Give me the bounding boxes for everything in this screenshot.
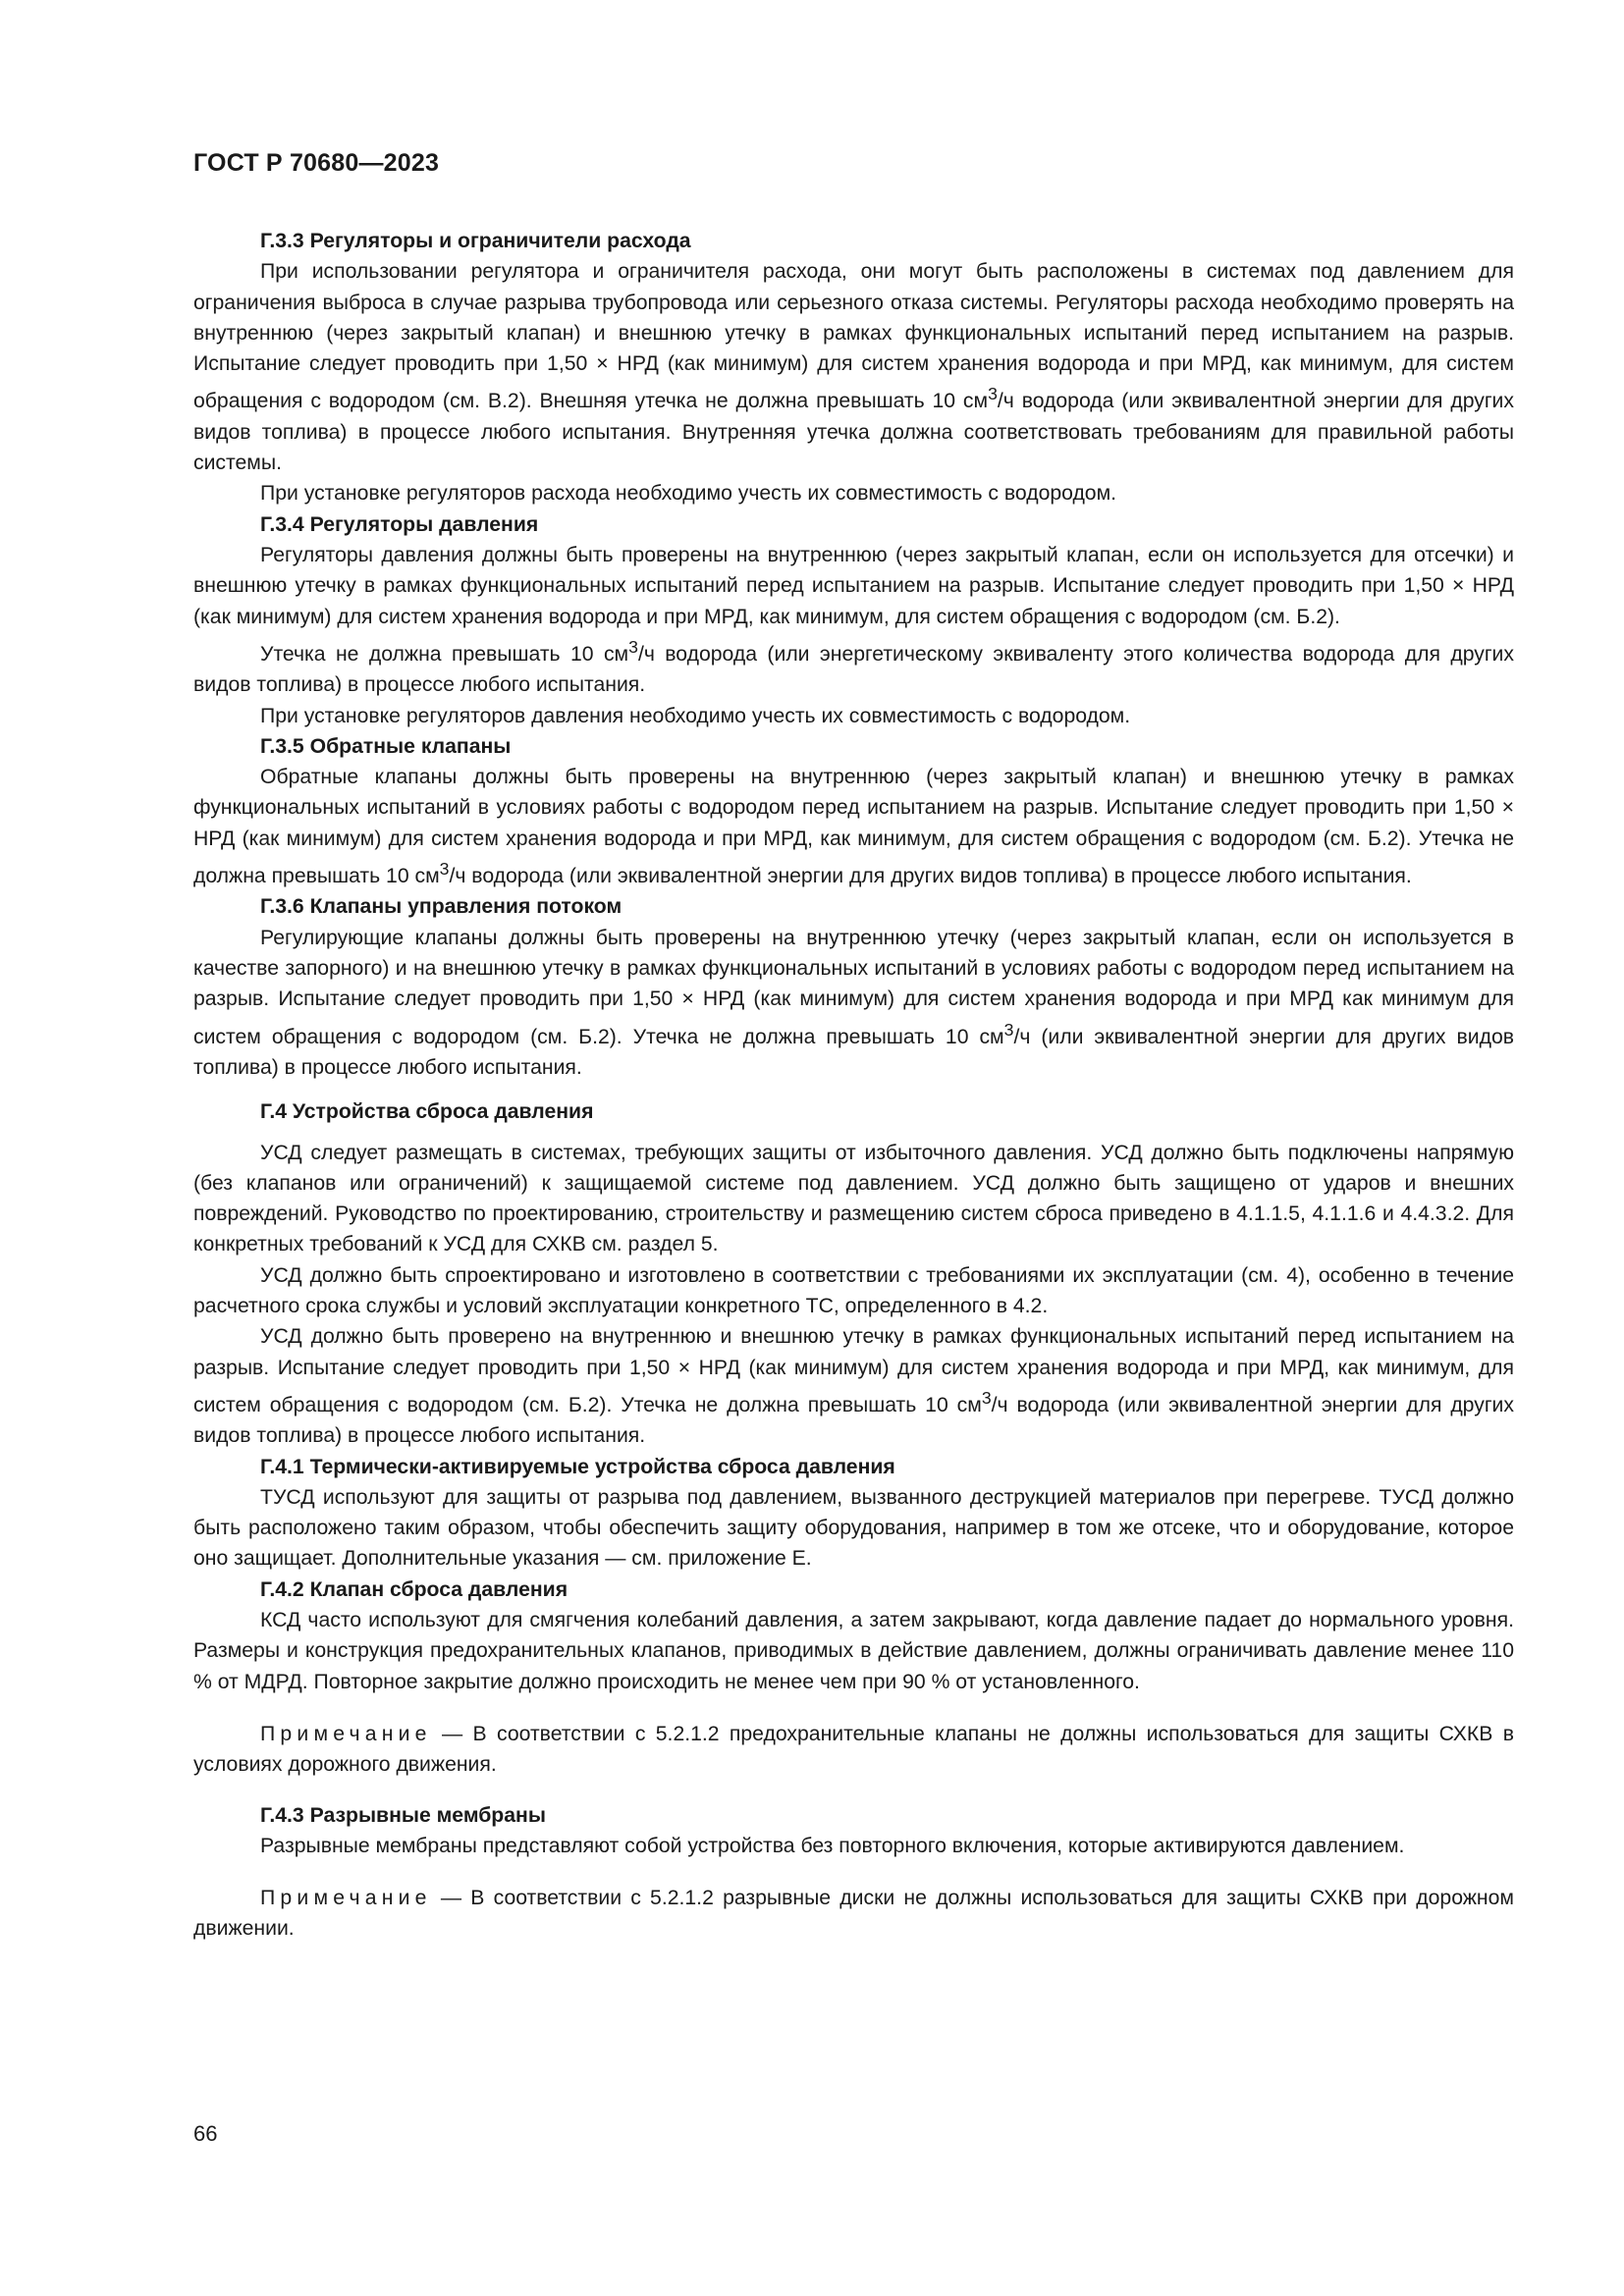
section-g42-title: Г.4.2 Клапан сброса давления — [260, 1577, 568, 1601]
document-body — [193, 226, 1514, 1964]
section-g34-paragraph-1: Регуляторы давления должны быть проверены на внутреннюю (через закрытый клапан, если он используется для отсечки) и внешнюю утечку в рамках функциональных испытаний перед испытанием на разрыв. Испытание следует проводить при 1,50 × НРД (как минимум) для систем хранения водорода и при МРД, как минимум, для систем обращения с водородом (см. Б.2). — [193, 544, 1514, 628]
note-label: Примечание — [260, 1887, 432, 1910]
page-number: 66 — [193, 2121, 218, 2146]
section-g43-title: Г.4.3 Разрывные мембраны — [260, 1803, 546, 1827]
section-g43-paragraph-1: Разрывные мембраны представляют собой устройства без повторного включения, которые активируются давлением. — [260, 1834, 1405, 1857]
document-header: ГОСТ Р 70680—2023 — [193, 149, 440, 177]
section-g33-paragraph-2: При установке регуляторов расхода необходимо учесть их совместимость с водородом. — [260, 482, 1117, 506]
section-g36-title: Г.3.6 Клапаны управления потоком — [260, 895, 623, 919]
section-g43-note: Примечание — В соответствии с 5.2.1.2 разрывные диски не должны использоваться для защиты СХКВ при дорожном движении. — [193, 1887, 1514, 1941]
section-g33-title: Г.3.3 Регуляторы и ограничители расхода — [260, 230, 691, 252]
section-g35-title: Г.3.5 Обратные клапаны — [260, 734, 512, 758]
section-g36-paragraph-1: Регулирующие клапаны должны быть проверены на внутреннюю утечку (через закрытый клапан, если он используется в качестве запорного) и на внешнюю утечку в рамках функциональных испытаний в условиях работы с водородом перед испытанием на разрыв. Испытание следует проводить при 1,50 × НРД (как минимум) для систем хранения водорода и при МРД как минимум для систем обращения с водородом (см. Б.2). Утечка не должна превышать 10 $см^3/ч$ (или эквивалентной энергии для других видов топлива) в процессе любого испытания. — [193, 926, 1514, 1079]
section-g35-paragraph-1: Обратные клапаны должны быть проверены на внутреннюю (через закрытый клапан) и внешнюю утечку в рамках функциональных испытаний в условиях работы с водородом перед испытанием на разрыв. Испытание следует проводить при 1,50 × НРД (как минимум) для систем хранения водорода и при МРД, как минимум, для систем обращения с водородом (см. Б.2). Утечка не должна превышать 10 $см^3/ч$ водорода (или эквивалентной энергии для других видов топлива) в процессе любого испытания. — [193, 766, 1514, 888]
section-g34-paragraph-3: При установке регуляторов давления необходимо учесть их совместимость с водородом. — [260, 704, 1131, 727]
section-g4-paragraph-2: УСД должно быть спроектировано и изготовлено в соответствии с требованиями их эксплуатации (см. 4), особенно в течение расчетного срока службы и условий эксплуатации конкретного ТС, определенного в 4.2. — [193, 1263, 1514, 1318]
section-g41-paragraph-1: ТУСД используют для защиты от разрыва под давлением, вызванного деструкцией материалов при перегреве. ТУСД должно быть расположено таким образом, чтобы обеспечить защиту оборудования, например в том же отсеке, что и оборудование, которое оно защищает. Дополнительные указания — см. приложение Е. — [193, 1485, 1514, 1571]
section-g41-title: Г.4.1 Термически-активируемые устройства сброса давления — [260, 1455, 895, 1478]
section-g34-title: Г.3.4 Регуляторы давления — [260, 512, 539, 536]
section-g34-paragraph-2: Утечка не должна превышать 10 $см^3/ч$ водорода (или энергетическому эквиваленту этого количества водорода для других видов топлива) в процессе любого испытания. — [193, 636, 1514, 697]
section-g4-paragraph-3: УСД должно быть проверено на внутреннюю и внешнюю утечку в рамках функциональных испытаний перед испытанием на разрыв. Испытание следует проводить при 1,50 × НРД (как минимум) для систем хранения водорода и при МРД, как минимум, для систем обращения с водородом (см. Б.2). Утечка не должна превышать 10 $см^3/ч$ водорода (или эквивалентной энергии для других видов топлива) в процессе любого испытания. — [193, 1325, 1514, 1448]
section-g42-paragraph-1: КСД часто используют для смягчения колебаний давления, а затем закрывают, когда давление падает до нормального уровня. Размеры и конструкция предохранительных клапанов, приводимых в действие давлением, должны ограничивать давление менее 110 % от МДРД. Повторное закрытие должно происходить не менее чем при 90 % от установленного. — [193, 1609, 1514, 1693]
note-label: Примечание — [260, 1722, 432, 1745]
section-g4-paragraph-1: УСД следует размещать в системах, требующих защиты от избыточного давления. УСД должно быть подключены напрямую (без клапанов или ограничений) к защищаемой системе под давлением. УСД должно быть защищено от ударов и внешних повреждений. Руководство по проектированию, строительству и размещению систем сброса приведено в 4.1.1.5, 4.1.1.6 и 4.4.3.2. Для конкретных требований к УСД для СХКВ см. раздел 5. — [193, 1141, 1514, 1256]
section-g42-note: Примечание — В соответствии с 5.2.1.2 предохранительные клапаны не должны использоваться для защиты СХКВ в условиях дорожного движения. — [193, 1722, 1514, 1777]
section-g4-title: Г.4 Устройства сброса давления — [260, 1100, 594, 1124]
section-g33-paragraph-1: При использовании регулятора и ограничителя расхода, они могут быть расположены в системах под давлением для ограничения выброса в случае разрыва трубопровода или серьезного отказа системы. Регуляторы расхода необходимо проверять на внутреннюю (через закрытый клапан) и внешнюю утечку в рамках функциональных испытаний перед испытанием на разрыв. Испытание следует проводить при 1,50 × НРД (как минимум) для систем хранения водорода и при МРД, как минимум, для систем обращения с водородом (см. В.2). Внешняя утечка не должна превышать 10 $см^3/ч$ водорода (или эквивалентной энергии для других видов топлива) в процессе любого испытания. Внутренняя утечка должна соответствовать требованиям для правильной работы системы. — [193, 260, 1514, 475]
